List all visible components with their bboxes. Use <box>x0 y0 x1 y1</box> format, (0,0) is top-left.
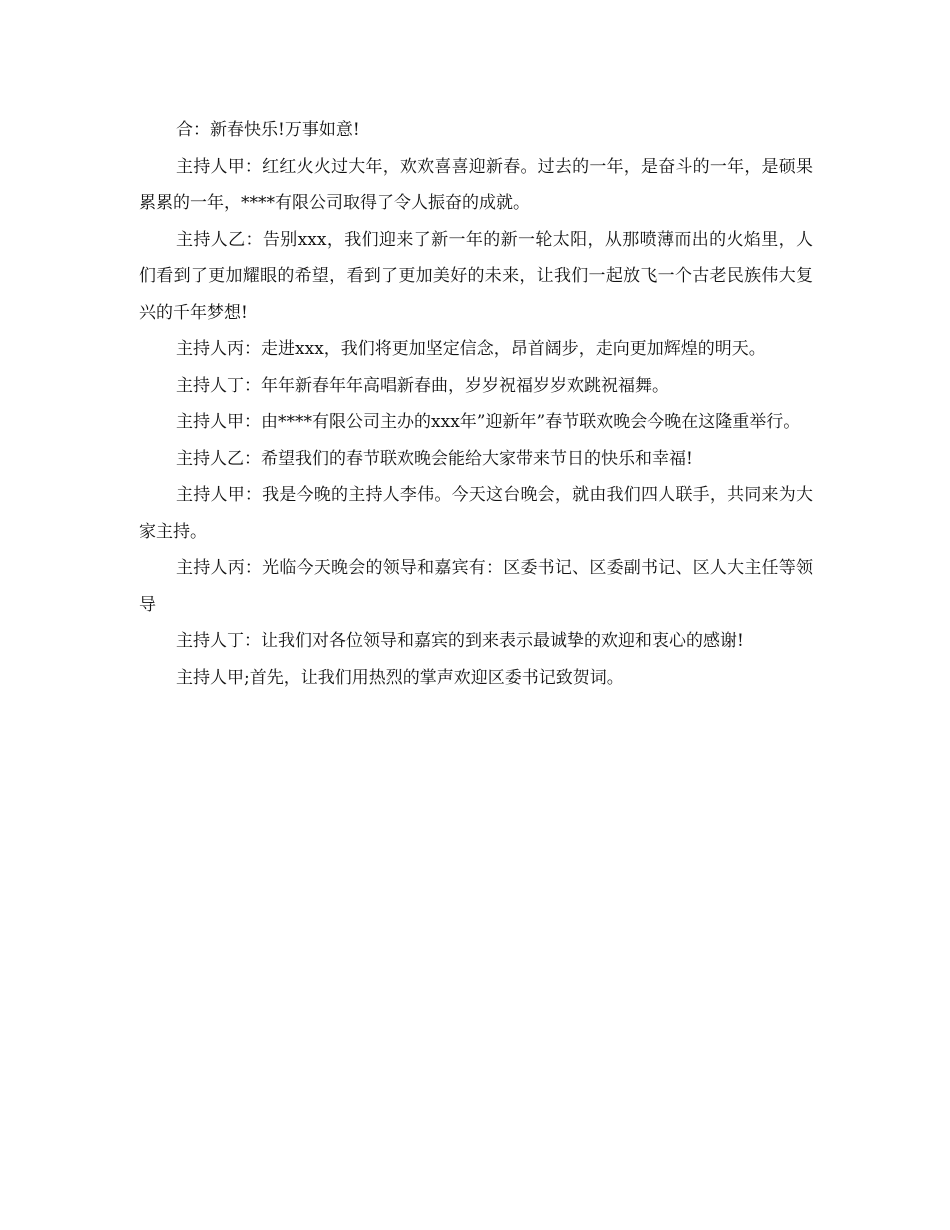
document-body <box>139 112 813 696</box>
paragraph-host-c-guests: 主持人丙：光临今天晚会的领导和嘉宾有：区委书记、区委副书记、区人大主任等领导 <box>139 558 813 615</box>
paragraph-host-b-farewell: 主持人乙：告别xxx，我们迎来了新一年的新一轮太阳，从那喷薄而出的火焰里，人们看到了更加耀眼的希望，看到了更加美好的未来，让我们一起放飞一个古老民族伟大复兴的千年梦想! <box>139 229 813 323</box>
paragraph-host-a-welcome-speech: 主持人甲;首先，让我们用热烈的掌声欢迎区委书记致贺词。 <box>176 667 624 688</box>
paragraph-host-a-opening: 主持人甲：红红火火过大年，欢欢喜喜迎新春。过去的一年，是奋斗的一年，是硕果累累的一年，****有限公司取得了令人振奋的成就。 <box>139 156 813 213</box>
paragraph-chorus-greeting: 合：新春快乐!万事如意! <box>176 120 360 140</box>
paragraph-host-c-future: 主持人丙：走进xxx，我们将更加坚定信念，昂首阔步，走向更加辉煌的明天。 <box>176 339 766 359</box>
paragraph-host-d-blessing: 主持人丁：年年新春年年高唱新春曲，岁岁祝福岁岁欢跳祝福舞。 <box>176 375 670 396</box>
paragraph-host-a-event: 主持人甲：由****有限公司主办的xxx年”迎新年”春节联欢晚会今晚在这隆重举行。 <box>176 412 801 432</box>
paragraph-host-a-introduction: 主持人甲：我是今晚的主持人李伟。今天这台晚会，就由我们四人联手，共同来为大家主持。 <box>139 485 813 542</box>
paragraph-host-b-hope: 主持人乙：希望我们的春节联欢晚会能给大家带来节日的快乐和幸福! <box>176 448 693 469</box>
paragraph-host-d-thanks: 主持人丁：让我们对各位领导和嘉宾的到来表示最诚挚的欢迎和衷心的感谢! <box>176 631 744 651</box>
